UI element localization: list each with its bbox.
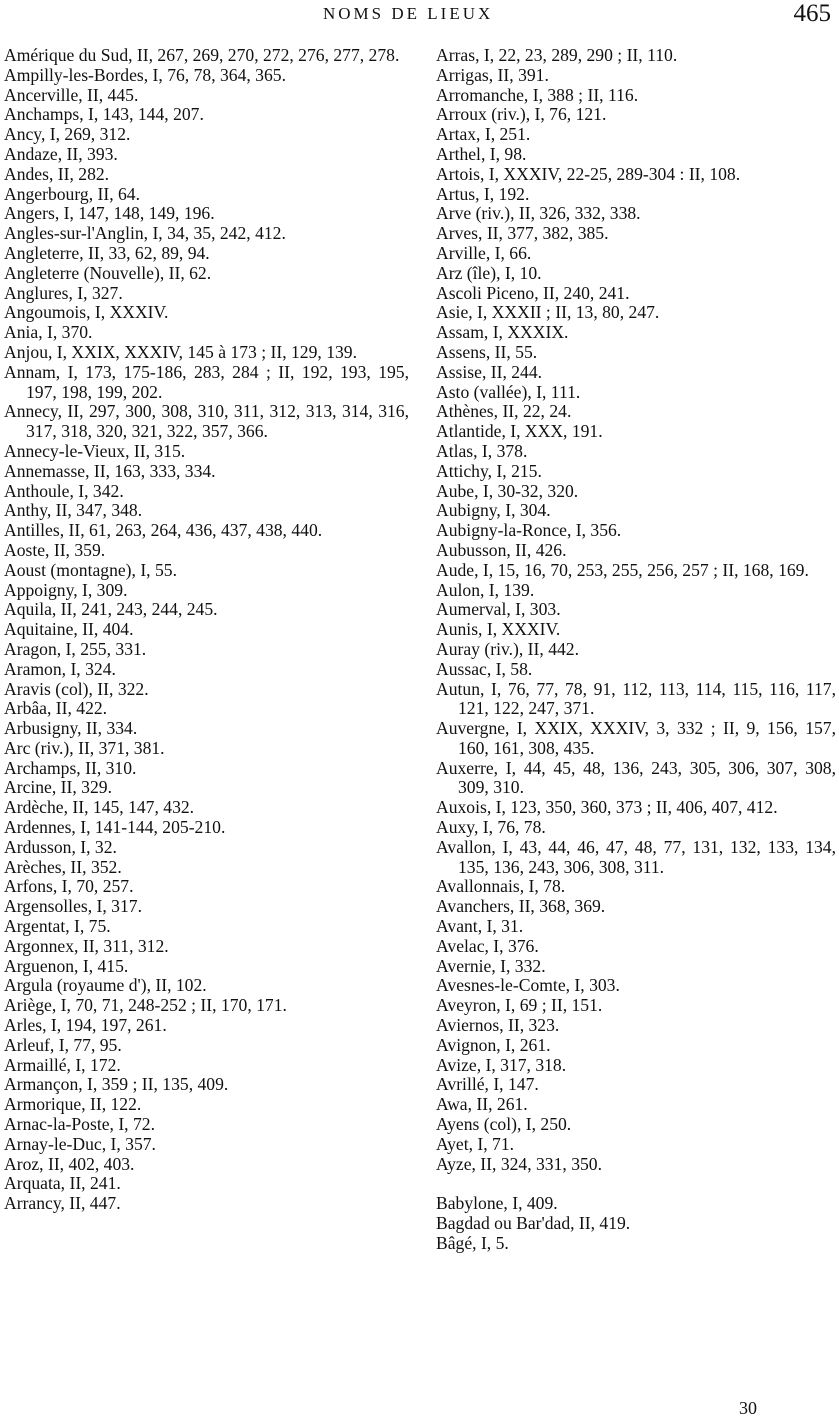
index-entry: Appoigny, I, 309. — [4, 579, 128, 600]
running-header — [0, 0, 839, 34]
index-entry: Aubigny, I, 304. — [436, 500, 551, 521]
index-entry: Angleterre, II, 33, 62, 89, 94. — [4, 242, 210, 263]
index-entry: Arz (île), I, 10. — [436, 262, 542, 283]
index-entry: Arromanche, I, 388 ; II, 116. — [436, 84, 639, 105]
index-entry: Arèches, II, 352. — [4, 856, 122, 877]
index-entry: Auvergne, I, XXIX, XXXIV, 3, 332 ; II, 9, 156, 157, 160, 161, 308, 435. — [436, 718, 836, 758]
index-entry: Avallon, I, 43, 44, 46, 47, 48, 77, 131, 132, 133, 134, 135, 136, 243, 306, 308, 311. — [436, 836, 836, 877]
index-entry: Auray (riv.), II, 442. — [436, 638, 579, 659]
index-entry: Avanchers, II, 368, 369. — [436, 896, 606, 917]
index-entry: Aragon, I, 255, 331. — [4, 638, 147, 659]
index-entry: Arguenon, I, 415. — [4, 955, 129, 976]
index-entry: Avignon, I, 261. — [436, 1034, 551, 1055]
index-entry: Antilles, II, 61, 263, 264, 436, 437, 438, 440. — [4, 520, 323, 541]
signature-mark: 30 — [739, 1398, 757, 1418]
index-entry: Aussac, I, 58. — [436, 658, 533, 679]
index-entry: Angles-sur-l'Anglin, I, 34, 35, 242, 412. — [4, 223, 286, 244]
index-entry: Aulon, I, 139. — [436, 579, 535, 600]
index-entry: Assise, II, 244. — [436, 361, 543, 382]
index-entry: Aveyron, I, 69 ; II, 151. — [436, 995, 603, 1016]
index-column-left — [4, 46, 409, 1214]
index-column-right — [436, 46, 836, 1254]
index-entry: Ayze, II, 324, 331, 350. — [436, 1153, 602, 1174]
index-entry: Anthy, II, 347, 348. — [4, 500, 143, 521]
index-entry: Assens, II, 55. — [436, 341, 538, 362]
index-entry: Arville, I, 66. — [436, 242, 532, 263]
index-entry: Artax, I, 251. — [436, 124, 531, 145]
index-entry: Aumerval, I, 303. — [436, 599, 561, 620]
index-entry: Ardèche, II, 145, 147, 432. — [4, 797, 195, 818]
index-entry: Babylone, I, 409. — [436, 1193, 558, 1214]
index-entry: Arve (riv.), II, 326, 332, 338. — [436, 203, 641, 224]
index-entry: Argentat, I, 75. — [4, 916, 111, 937]
index-entry: Aramon, I, 324. — [4, 658, 116, 679]
index-entry: Ayens (col), I, 250. — [436, 1114, 572, 1135]
index-entry: Ania, I, 370. — [4, 322, 93, 343]
index-entry: Anthoule, I, 342. — [4, 480, 124, 501]
page-number: 465 — [793, 0, 831, 27]
index-entry: Aquila, II, 241, 243, 244, 245. — [4, 599, 218, 620]
index-entry: Ayet, I, 71. — [436, 1133, 515, 1154]
index-entry: Aravis (col), II, 322. — [4, 678, 149, 699]
index-entry: Attichy, I, 215. — [436, 460, 542, 481]
index-entry: Arbusigny, II, 334. — [4, 718, 138, 739]
index-entry: Arles, I, 194, 197, 261. — [4, 1015, 167, 1036]
index-entry: Aude, I, 15, 16, 70, 253, 255, 256, 257 ; II, 168, 169. — [436, 559, 809, 580]
index-entry: Armançon, I, 359 ; II, 135, 409. — [4, 1074, 229, 1095]
index-entry: Annecy, II, 297, 300, 308, 310, 311, 312, 313, 314, 316, 317, 318, 320, 321, 322, 357, 366. — [4, 401, 409, 442]
index-entry: Auxy, I, 76, 78. — [436, 817, 546, 838]
index-entry: Avrillé, I, 147. — [436, 1074, 539, 1095]
index-entry: Awa, II, 261. — [436, 1094, 528, 1115]
index-entry: Annam, I, 173, 175-186, 283, 284 ; II, 192, 193, 195, 197, 198, 199, 202. — [4, 361, 409, 402]
index-entry: Artois, I, XXXIV, 22-25, 289-304 : II, 108. — [436, 163, 741, 184]
index-entry: Arbâa, II, 422. — [4, 698, 108, 719]
index-entry: Bagdad ou Bar'dad, II, 419. — [436, 1213, 631, 1234]
index-entry: Asie, I, XXXII ; II, 13, 80, 247. — [436, 302, 660, 323]
index-entry: Ardusson, I, 32. — [4, 836, 117, 857]
index-entry: Aubusson, II, 426. — [436, 539, 567, 560]
index-entry: Angleterre (Nouvelle), II, 62. — [4, 262, 212, 283]
index-entry: Argensolles, I, 317. — [4, 896, 142, 917]
index-entry: Anglures, I, 327. — [4, 282, 123, 303]
index-entry: Arthel, I, 98. — [436, 143, 527, 164]
index-entry: Artus, I, 192. — [436, 183, 530, 204]
index-entry: Aroz, II, 402, 403. — [4, 1153, 135, 1174]
index-entry: Annecy-le-Vieux, II, 315. — [4, 440, 186, 461]
index-entry: Argonnex, II, 311, 312. — [4, 935, 169, 956]
index-entry: Arquata, II, 241. — [4, 1173, 121, 1194]
index-entry: Arves, II, 377, 382, 385. — [436, 223, 609, 244]
index-entry: Avallonnais, I, 78. — [436, 876, 566, 897]
index-entry: Avize, I, 317, 318. — [436, 1054, 567, 1075]
index-entry: Andaze, II, 393. — [4, 143, 118, 164]
index-entry: Angerbourg, II, 64. — [4, 183, 140, 204]
index-entry: Avant, I, 31. — [436, 916, 524, 937]
index-entry: Arrancy, II, 447. — [4, 1193, 121, 1214]
index-entry: Auxois, I, 123, 350, 360, 373 ; II, 406, 407, 412. — [436, 797, 778, 818]
index-entry: Arrigas, II, 391. — [436, 64, 549, 85]
index-entry: Andes, II, 282. — [4, 163, 110, 184]
index-entry: Arras, I, 22, 23, 289, 290 ; II, 110. — [436, 45, 678, 65]
index-entry: Arfons, I, 70, 257. — [4, 876, 134, 897]
index-entry: Arnac-la-Poste, I, 72. — [4, 1114, 155, 1135]
index-entry: Annemasse, II, 163, 333, 334. — [4, 460, 216, 481]
index-entry: Argula (royaume d'), II, 102. — [4, 975, 207, 996]
index-entry: Arcine, II, 329. — [4, 777, 112, 798]
index-entry: Arnay-le-Duc, I, 357. — [4, 1133, 156, 1154]
page-header-title: NOMS DE LIEUX — [323, 4, 494, 23]
index-entry: Ancy, I, 269, 312. — [4, 124, 131, 145]
index-entry: Aunis, I, XXXIV. — [436, 619, 561, 640]
index-entry: Angoumois, I, XXXIV. — [4, 302, 169, 323]
index-entry: Aquitaine, II, 404. — [4, 619, 134, 640]
index-entry: Aoste, II, 359. — [4, 539, 106, 560]
index-entry: Angers, I, 147, 148, 149, 196. — [4, 203, 215, 224]
index-entry: Atlantide, I, XXX, 191. — [436, 421, 603, 442]
index-entry: Atlas, I, 378. — [436, 440, 528, 461]
index-entry: Arroux (riv.), I, 76, 121. — [436, 104, 607, 125]
index-entry: Archamps, II, 310. — [4, 757, 137, 778]
index-entry: Bâgé, I, 5. — [436, 1232, 509, 1253]
index-entry: Anjou, I, XXIX, XXXIV, 145 à 173 ; II, 129, 139. — [4, 341, 357, 362]
index-entry: Asto (vallée), I, 111. — [436, 381, 581, 402]
index-entry: Arleuf, I, 77, 95. — [4, 1034, 122, 1055]
index-entry: Armaillé, I, 172. — [4, 1054, 121, 1075]
index-entry: Avernie, I, 332. — [436, 955, 546, 976]
index-entry: Ardennes, I, 141-144, 205-210. — [4, 817, 226, 838]
index-entry: Ariège, I, 70, 71, 248-252 ; II, 170, 171. — [4, 995, 287, 1016]
index-entry: Athènes, II, 22, 24. — [436, 401, 572, 422]
index-entry: Aubigny-la-Ronce, I, 356. — [436, 520, 622, 541]
index-entry: Amérique du Sud, II, 267, 269, 270, 272, 276, 277, 278. — [4, 45, 400, 65]
index-entry: Aube, I, 30-32, 320. — [436, 480, 579, 501]
entry-gap — [436, 1174, 836, 1194]
index-entry: Ancerville, II, 445. — [4, 84, 139, 105]
index-entry: Armorique, II, 122. — [4, 1094, 142, 1115]
index-entry: Arc (riv.), II, 371, 381. — [4, 737, 165, 758]
index-entry: Assam, I, XXXIX. — [436, 322, 569, 343]
index-entry: Autun, I, 76, 77, 78, 91, 112, 113, 114, 115, 116, 117, 121, 122, 247, 371. — [436, 678, 836, 719]
index-entry: Avelac, I, 376. — [436, 935, 539, 956]
index-entry: Aoust (montagne), I, 55. — [4, 559, 177, 580]
index-entry: Anchamps, I, 143, 144, 207. — [4, 104, 204, 125]
index-entry: Aviernos, II, 323. — [436, 1015, 560, 1036]
index-entry: Auxerre, I, 44, 45, 48, 136, 243, 305, 306, 307, 308, 309, 310. — [436, 757, 836, 798]
index-entry: Ampilly-les-Bordes, I, 76, 78, 364, 365. — [4, 64, 286, 85]
index-entry: Ascoli Piceno, II, 240, 241. — [436, 282, 630, 303]
index-entry: Avesnes-le-Comte, I, 303. — [436, 975, 620, 996]
